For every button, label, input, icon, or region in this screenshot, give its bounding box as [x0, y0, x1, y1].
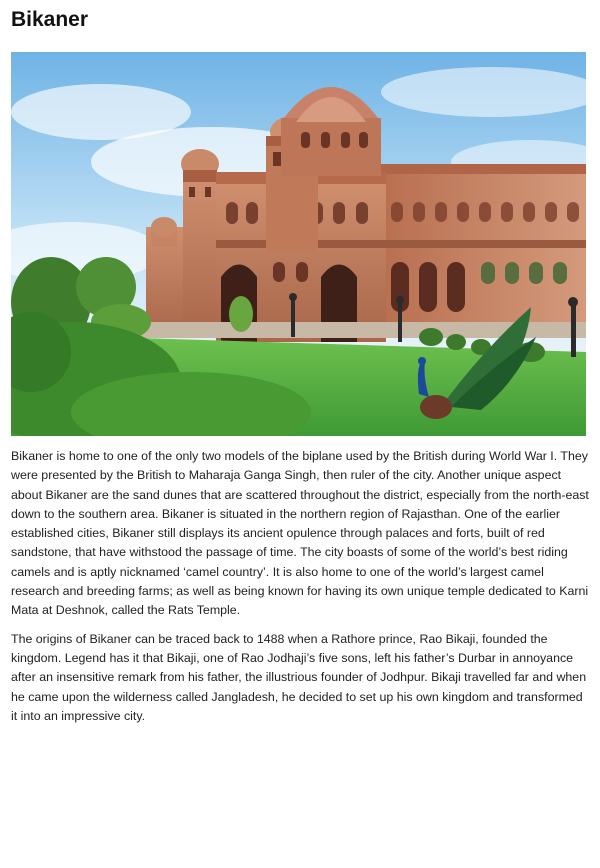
- page-title: Bikaner: [11, 8, 89, 31]
- paragraph: Bikaner is home to one of the only two models of the biplane used by the British during World War I. They were presented by the British to Maharaja Ganga Singh, then ruler of the city. Another unique aspect about Bikaner are the sand dunes that are scattered throughout the district, especially from the north-east down to the southern area. Bikaner is situated in the northern region of Rajasthan. One of the earlier established cities, Bikaner still displays its ancient opulence through palaces and forts, built of red sandstone, that have withstood the passage of time. The city boasts of some of the world’s best riding camels and is aptly nicknamed ‘camel country’. It is also home to one of the world’s largest camel research and breeding farms; as well as being known for having its own unique temple dedicated to Karni Mata at Deshnok, called the Rats Temple.: [11, 449, 589, 618]
- paragraph: The origins of Bikaner can be traced back to 1488 when a Rathore prince, Rao Bikaji, founded the kingdom. Legend has it that Bikaji, one of Rao Jodhaji’s five sons, left his father’s Durbar in annoyance after an insensitive remark from his father, the illustrious founder of Jodhpur. Bikaji travelled far and when he came upon the wilderness called Jangladesh, he decided to set up his own kingdom and transformed it into an impressive city.: [11, 631, 587, 723]
- palace-photo: [11, 52, 586, 436]
- article-body: [11, 447, 591, 735]
